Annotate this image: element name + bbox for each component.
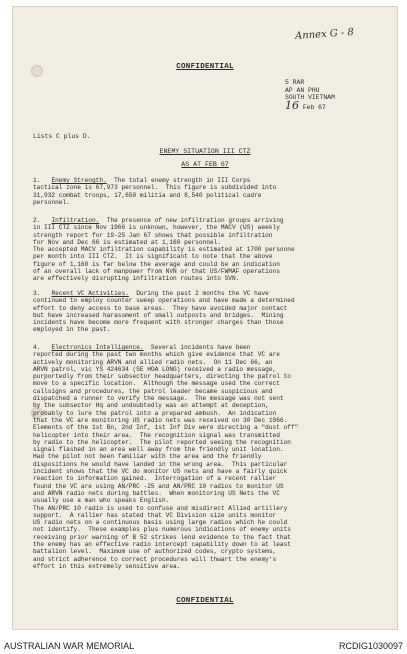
paragraph-3 (33, 290, 383, 334)
para1-heading: Enemy Strength. (51, 177, 107, 184)
date-day-handwritten: 16 (285, 98, 299, 112)
para2-number: 2. (33, 217, 41, 224)
para1-number: 1. (33, 177, 41, 184)
archive-reference: RCDIG1030097 (338, 641, 403, 651)
title-line1: ENEMY SITUATION III CTZ (159, 148, 251, 155)
address-line3: SOUTH VIETNAM (285, 94, 335, 101)
para2-text: The presence of new infiltration groups arriving in III CTZ since Nov 1966 is unknown, however, the MACV (US) weekly strength report for 19-25 Jan 67 shows that possible infiltration for Nov and Dec 66 is estimated at 1,160 personnel. The accepted MACV infiltration capability is estimated at 1700 personne per month into III CTZ. It is significant to note that the above figure of 1,160 is far below the average and could be an indication of an overall lack of manpower from NVN or that US/FWMAF operations are effectively disrupting infiltration routes into SVN. (33, 217, 295, 283)
address-date (285, 98, 335, 112)
archive-name: AUSTRALIAN WAR MEMORIAL (4, 641, 135, 651)
document-page (12, 6, 398, 630)
address-line2: AP AN PHU (285, 86, 320, 94)
distribution-lists: Lists C plus D. (33, 133, 91, 140)
para4-number: 4. (33, 344, 41, 351)
para3-heading: Recent VC Activities. (51, 290, 129, 297)
archive-footer (0, 632, 407, 654)
paragraph-4 (33, 344, 383, 570)
date-month-year: Feb 67 (302, 103, 326, 111)
paragraph-2 (33, 217, 383, 283)
para3-text: During the past 2 months the VC have continued to employ counter sweep operations and have made a determined effort to deny access to base areas. They have avoided major contact but have increased harassment of small outposts and bridges. Mining incidents have become more frequent with stronger charges than those employed in the past. (33, 290, 295, 334)
address-unit: 5 RAR (285, 79, 305, 86)
address-block (285, 79, 335, 111)
para1-text: The total enemy strength in III Corps tactical zone is 67,973 personnel. This figure is subdivided into 31,932 combat troops, 17,650 militia and 8,540 political cadre personnel. (33, 177, 277, 206)
classification-bottom: CONFIDENTIAL (176, 597, 234, 605)
para3-number: 3. (33, 290, 41, 297)
title-line2: AS AT FEB 67 (181, 161, 229, 168)
classification-top: CONFIDENTIAL (176, 63, 234, 71)
para2-heading: Infiltration. (51, 217, 100, 224)
handwritten-annotation: Annex G - 8 (294, 26, 355, 43)
paragraph-1 (33, 177, 383, 206)
document-title (13, 148, 397, 168)
para4-text: Several incidents have been reported during the past two months which give evidence that VC are actively monitoring ARVN and allied radio nets. On 11 Dec 66, an ARVN patrol, vic YS 424634 (SE HOA LONG) received a radio message, purportedly from their subsector headquarters, directing the patrol to move to a specific location. Although the message used the correct callsigns and procedures, the patrol leader became suspicious and dispatched a runner to verify the message. The message was not sent by the subsector Hq and undoubtedly was an attempt at deception, probably to lure the patrol into a prepared ambush. An indication that the VC are monitoring US radio nets was received on 30 Dec 1966. Elements of the 1st Bn, 2nd Inf, 1st Inf Div were directing a "dust off" helicopter into their area. The recognition signal was transmitted by radio to the helicopter. The pilot reported seeing the recognition signal flashed in an area well away from the friendly unit location. Had the pilot not been familiar with the area and the friendly dispositions he would have landed in the wrong area. This particular incident shows that the VC do monitor US nets and have a fairly quick reaction to information gained. Interrogation of a recent rallier found the VC are using AN/PRC -25 and AN/PRC 10 radios to monitor US and ARVN radio nets during battles. When monitoring US Nets the VC usually use a man who speaks English. The AN/PRC 10 radio is used to confuse and misdirect Allied artillery support. A rallier has stated that VC Division size units monitor US radio nets on a continuous basis using large radios which he could not identify. These examples plus numerous indications of enemy units receiving prior warning of B 52 strikes lend evidence to the fact that the enemy has an effective radio intercept capability down to at least battalion level. Maximum use of authorized codes, crypto systems, and strict adherence to correct procedures will thwart the enemy's effort in this extremely sensitive area. (33, 344, 299, 570)
para4-heading: Electronics Intelligence. (51, 344, 144, 351)
